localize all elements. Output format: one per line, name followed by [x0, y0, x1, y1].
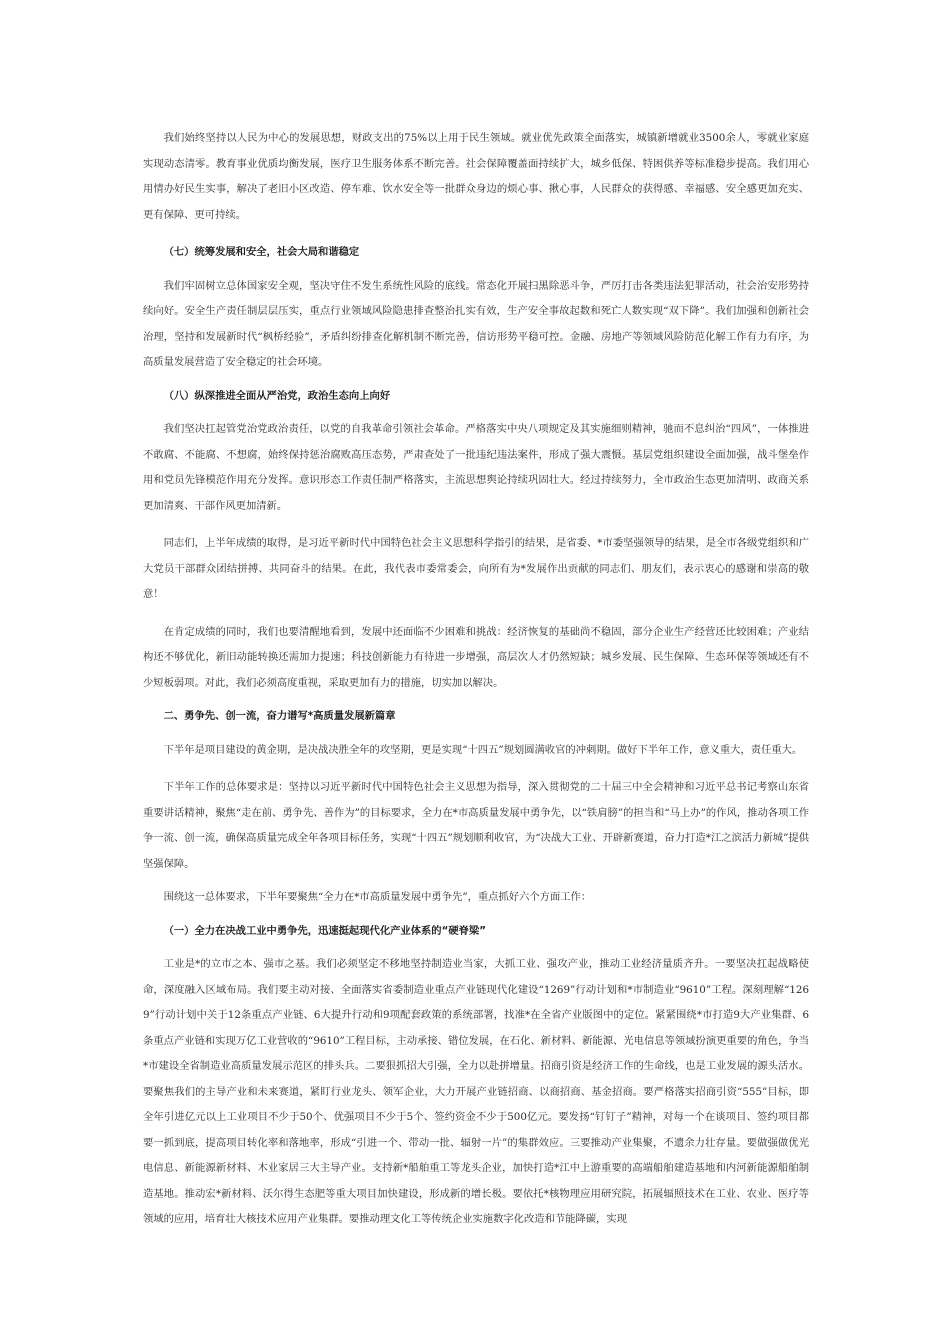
paragraph-security: 我们牢固树立总体国家安全观，坚决守住不发生系统性风险的底线。常态化开展扫黑除恶斗争，严厉打击各类违法犯罪活动，社会治安形势持续向好。安全生产责任制层层压实，重点行业领域风险隐患排查整治扎实有效，生产安全事故起数和死亡人数实现“双下降”。我们加强和创新社会治理，坚持和发展新时代“枫桥经验”，矛盾纠纷排查化解机制不断完善，信访形势平稳可控。金融、房地产等领域风险防范化解工作有力有序，为高质量发展营造了安全稳定的社会环境。 — [143, 279, 809, 368]
paragraph-livelihood: 我们始终坚持以人民为中心的发展思想，财政支出的75%以上用于民生领域。就业优先政策全面落实，城镇新增就业3500余人，零就业家庭实现动态清零。教育事业优质均衡发展，医疗卫生服务体系不断完善。社会保障覆盖面持续扩大，城乡低保、特困供养等标准稳步提高。我们用心用情办好民生实事，解决了老旧小区改造、停车难、饮水安全等一批群众身边的烦心事、揪心事，人民群众的获得感、幸福感、安全感更加充实、更有保障、更可持续。 — [143, 132, 809, 221]
section-heading-industry: （一）全力在决战工业中勇争先，迅速挺起现代化产业体系的“硬脊梁” — [163, 924, 487, 937]
paragraph-six-tasks: 围绕这一总体要求，下半年要聚焦“全力在*市高质量发展中勇争先”，重点抓好六个方面工作： — [163, 891, 592, 903]
document-body — [143, 126, 809, 1233]
paragraph-challenges: 在肯定成绩的同时，我们也要清醒地看到，发展中还面临不少困难和挑战：经济恢复的基础尚不稳固，部分企业生产经营还比较困难；产业结构还不够优化，新旧动能转换还需加力提速；科技创新能力有待进一步增强，高层次人才仍然短缺；城乡发展、民生保障、生态环保等领域还有不少短板弱项。对此，我们必须高度重视，采取更加有力的措施，切实加以解决。 — [143, 625, 809, 689]
part-two-heading: 二、勇争先、创一流，奋力谱写*高质量发展新篇章 — [163, 710, 396, 722]
paragraph-industry: 工业是*的立市之本、强市之基。我们必须坚定不移地坚持制造业当家，大抓工业、强攻产业，推动工业经济量质齐升。一要坚决扛起战略使命，深度融入区域布局。我们要主动对接、全面落实省委制造业重点产业链现代化建设“1269”行动计划和*市制造业“9610”工程。深刻理解“1269”行动计划中关于12条重点产业链、6大提升行动和9项配套政策的系统部署，找准*在全省产业版图中的定位。紧紧围绕*市打造9大产业集群、6条重点产业链和实现万亿工业营收的“9610”工程目标，主动承接、错位发展，在石化、新材料、新能源、光电信息等领域扮演更重要的角色，争当*市建设全省制造业高质量发展示范区的排头兵。二要狠抓招大引强，全力以赴拼增量。招商引资是经济工作的生命线，也是工业发展的源头活水。要聚焦我们的主导产业和未来赛道，紧盯行业龙头、领军企业，大力开展产业链招商、以商招商、基金招商。要严格落实招商引资“555”目标，即全年引进亿元以上工业项目不少于50个、优强项目不少于5个、签约资金不少于500亿元。要发扬“钉钉子”精神，对每一个在谈项目、签约项目都要一抓到底，提高项目转化率和落地率，形成“引进一个、带动一批、辐射一片”的集群效应。三要推动产业集聚，不遗余力壮存量。要做强做优光电信息、新能源新材料、木业家居三大主导产业。支持新*船舶重工等龙头企业，加快打造*江中上游重要的高端船舶建造基地和内河新能源船舶制造基地。推动宏*新材料、沃尔得生态肥等重大项目加快建设，形成新的增长极。要依托*核物理应用研究院，拓展辐照技术在工业、农业、医疗等领域的应用，培育壮大核技术应用产业集群。要推动理文化工等传统企业实施数字化改造和节能降碳，实现 — [143, 958, 809, 1225]
section-heading-8: （八）纵深推进全面从严治党，政治生态向上向好 — [163, 389, 391, 402]
section-heading-7: （七）统筹发展和安全，社会大局和谐稳定 — [163, 246, 360, 258]
paragraph-thanks: 同志们，上半年成绩的取得，是习近平新时代中国特色社会主义思想科学指引的结果，是省委、*市委坚强领导的结果，是全市各级党组织和广大党员干部群众团结拼搏、共同奋斗的结果。在此，我代表市委常委会，向所有为*发展作出贡献的同志们、朋友们，表示衷心的感谢和崇高的敬意！ — [143, 537, 809, 600]
paragraph-overall-requirements: 下半年工作的总体要求是：坚持以习近平新时代中国特色社会主义思想为指导，深入贯彻党的二十届三中全会精神和习近平总书记考察山东省重要讲话精神，聚焦“走在前、勇争先、善作为”的目标要求，全力在*市高质量发展中勇争先，以“铁肩膀”的担当和“马上办”的作风，推动各项工作争一流、创一流，确保高质量完成全年各项目标任务，实现“十四五”规划顺利收官，为“决战大工业、开辟新赛道，奋力打造*江之滨活力新城”提供坚强保障。 — [143, 781, 809, 870]
paragraph-party-governance: 我们坚决扛起管党治党政治责任，以党的自我革命引领社会革命。严格落实中央八项规定及其实施细则精神，驰而不息纠治“四风”，一体推进不敢腐、不能腐、不想腐，始终保持惩治腐败高压态势，严肃查处了一批违纪违法案件，形成了强大震慑。基层党组织建设全面加强，战斗堡垒作用和党员先锋模范作用充分发挥。意识形态工作责任制严格落实，主流思想舆论持续巩固壮大。经过持续努力，全市政治生态更加清明、政商关系更加清爽、干部作风更加清新。 — [143, 423, 809, 512]
paragraph-second-half: 下半年是项目建设的黄金期，是决战决胜全年的攻坚期，更是实现“十四五”规划圆满收官的冲刺期。做好下半年工作，意义重大，责任重大。 — [163, 743, 803, 756]
